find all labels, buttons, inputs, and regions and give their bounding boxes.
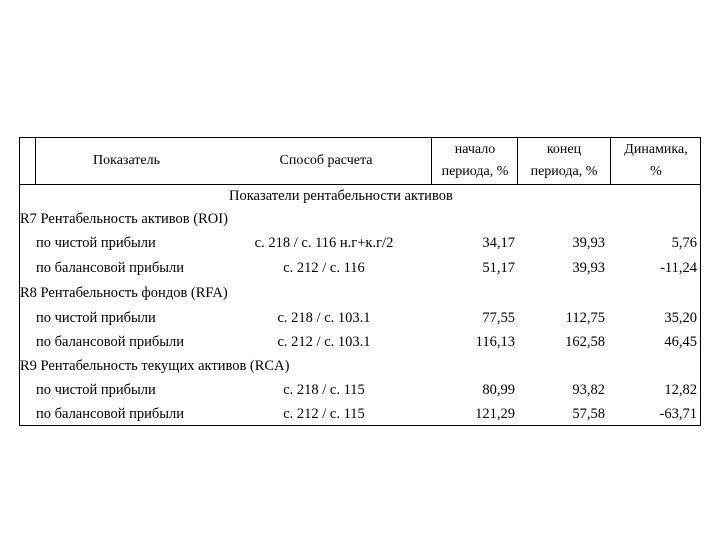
- header-end-line2: периода, %: [530, 164, 598, 179]
- row-end-value: 39,93: [572, 260, 605, 276]
- header-start-line2: периода, %: [441, 164, 509, 179]
- profitability-table: [19, 137, 701, 426]
- row-method: с. 212 / с. 115: [283, 406, 365, 422]
- row-start-value: 116,13: [475, 334, 515, 350]
- table-border-left: [19, 137, 20, 426]
- row-end-value: 57,58: [572, 406, 605, 422]
- group-title-r8: R8 Рентабельность фондов (RFA): [20, 285, 228, 301]
- row-end-value: 93,82: [572, 382, 605, 398]
- header-dynamics-line2: %: [650, 164, 662, 179]
- row-start-value: 121,29: [475, 406, 515, 422]
- header-dynamics-line1: Динамика,: [624, 142, 688, 157]
- row-start-value: 51,17: [482, 260, 515, 276]
- row-start-value: 77,55: [482, 310, 515, 326]
- row-end-value: 39,93: [572, 235, 605, 251]
- row-method: с. 212 / с. 103.1: [277, 334, 371, 350]
- group-title-r9: R9 Рентабельность текущих активов (RCA): [20, 358, 290, 374]
- row-end-value: 162,58: [565, 334, 605, 350]
- section-title: Показатели рентабельности активов: [229, 188, 453, 204]
- row-dynamics-value: -63,71: [659, 406, 697, 422]
- table-border-bottom: [19, 425, 701, 426]
- row-label: по чистой прибыли: [36, 382, 156, 398]
- row-method: с. 218 / с. 103.1: [277, 310, 371, 326]
- table-border-right: [700, 137, 701, 426]
- row-start-value: 34,17: [482, 235, 515, 251]
- header-end-line1: конец: [546, 142, 582, 157]
- row-start-value: 80,99: [482, 382, 515, 398]
- row-method: с. 212 / с. 116: [283, 260, 365, 276]
- header-stub-divider: [35, 137, 36, 185]
- group-title-r7: R7 Рентабельность активов (ROI): [20, 211, 228, 227]
- row-dynamics-value: 46,45: [664, 334, 697, 350]
- row-dynamics-value: -11,24: [660, 260, 697, 276]
- row-label: по балансовой прибыли: [36, 334, 184, 350]
- row-label: по балансовой прибыли: [36, 260, 184, 276]
- row-label: по балансовой прибыли: [36, 406, 184, 422]
- table-border-top: [19, 137, 701, 138]
- row-dynamics-value: 35,20: [664, 310, 697, 326]
- row-dynamics-value: 12,82: [664, 382, 697, 398]
- row-dynamics-value: 5,76: [671, 235, 697, 251]
- header-method: Способ расчета: [279, 153, 373, 168]
- row-label: по чистой прибыли: [36, 310, 156, 326]
- header-divider: [19, 184, 701, 185]
- row-method: с. 218 / с. 116 н.г+к.г/2: [254, 235, 394, 251]
- row-end-value: 112,75: [565, 310, 605, 326]
- header-start-line1: начало: [454, 142, 496, 157]
- row-method: с. 218 / с. 115: [283, 382, 365, 398]
- header-indicator: Показатель: [93, 153, 160, 168]
- row-label: по чистой прибыли: [36, 235, 156, 251]
